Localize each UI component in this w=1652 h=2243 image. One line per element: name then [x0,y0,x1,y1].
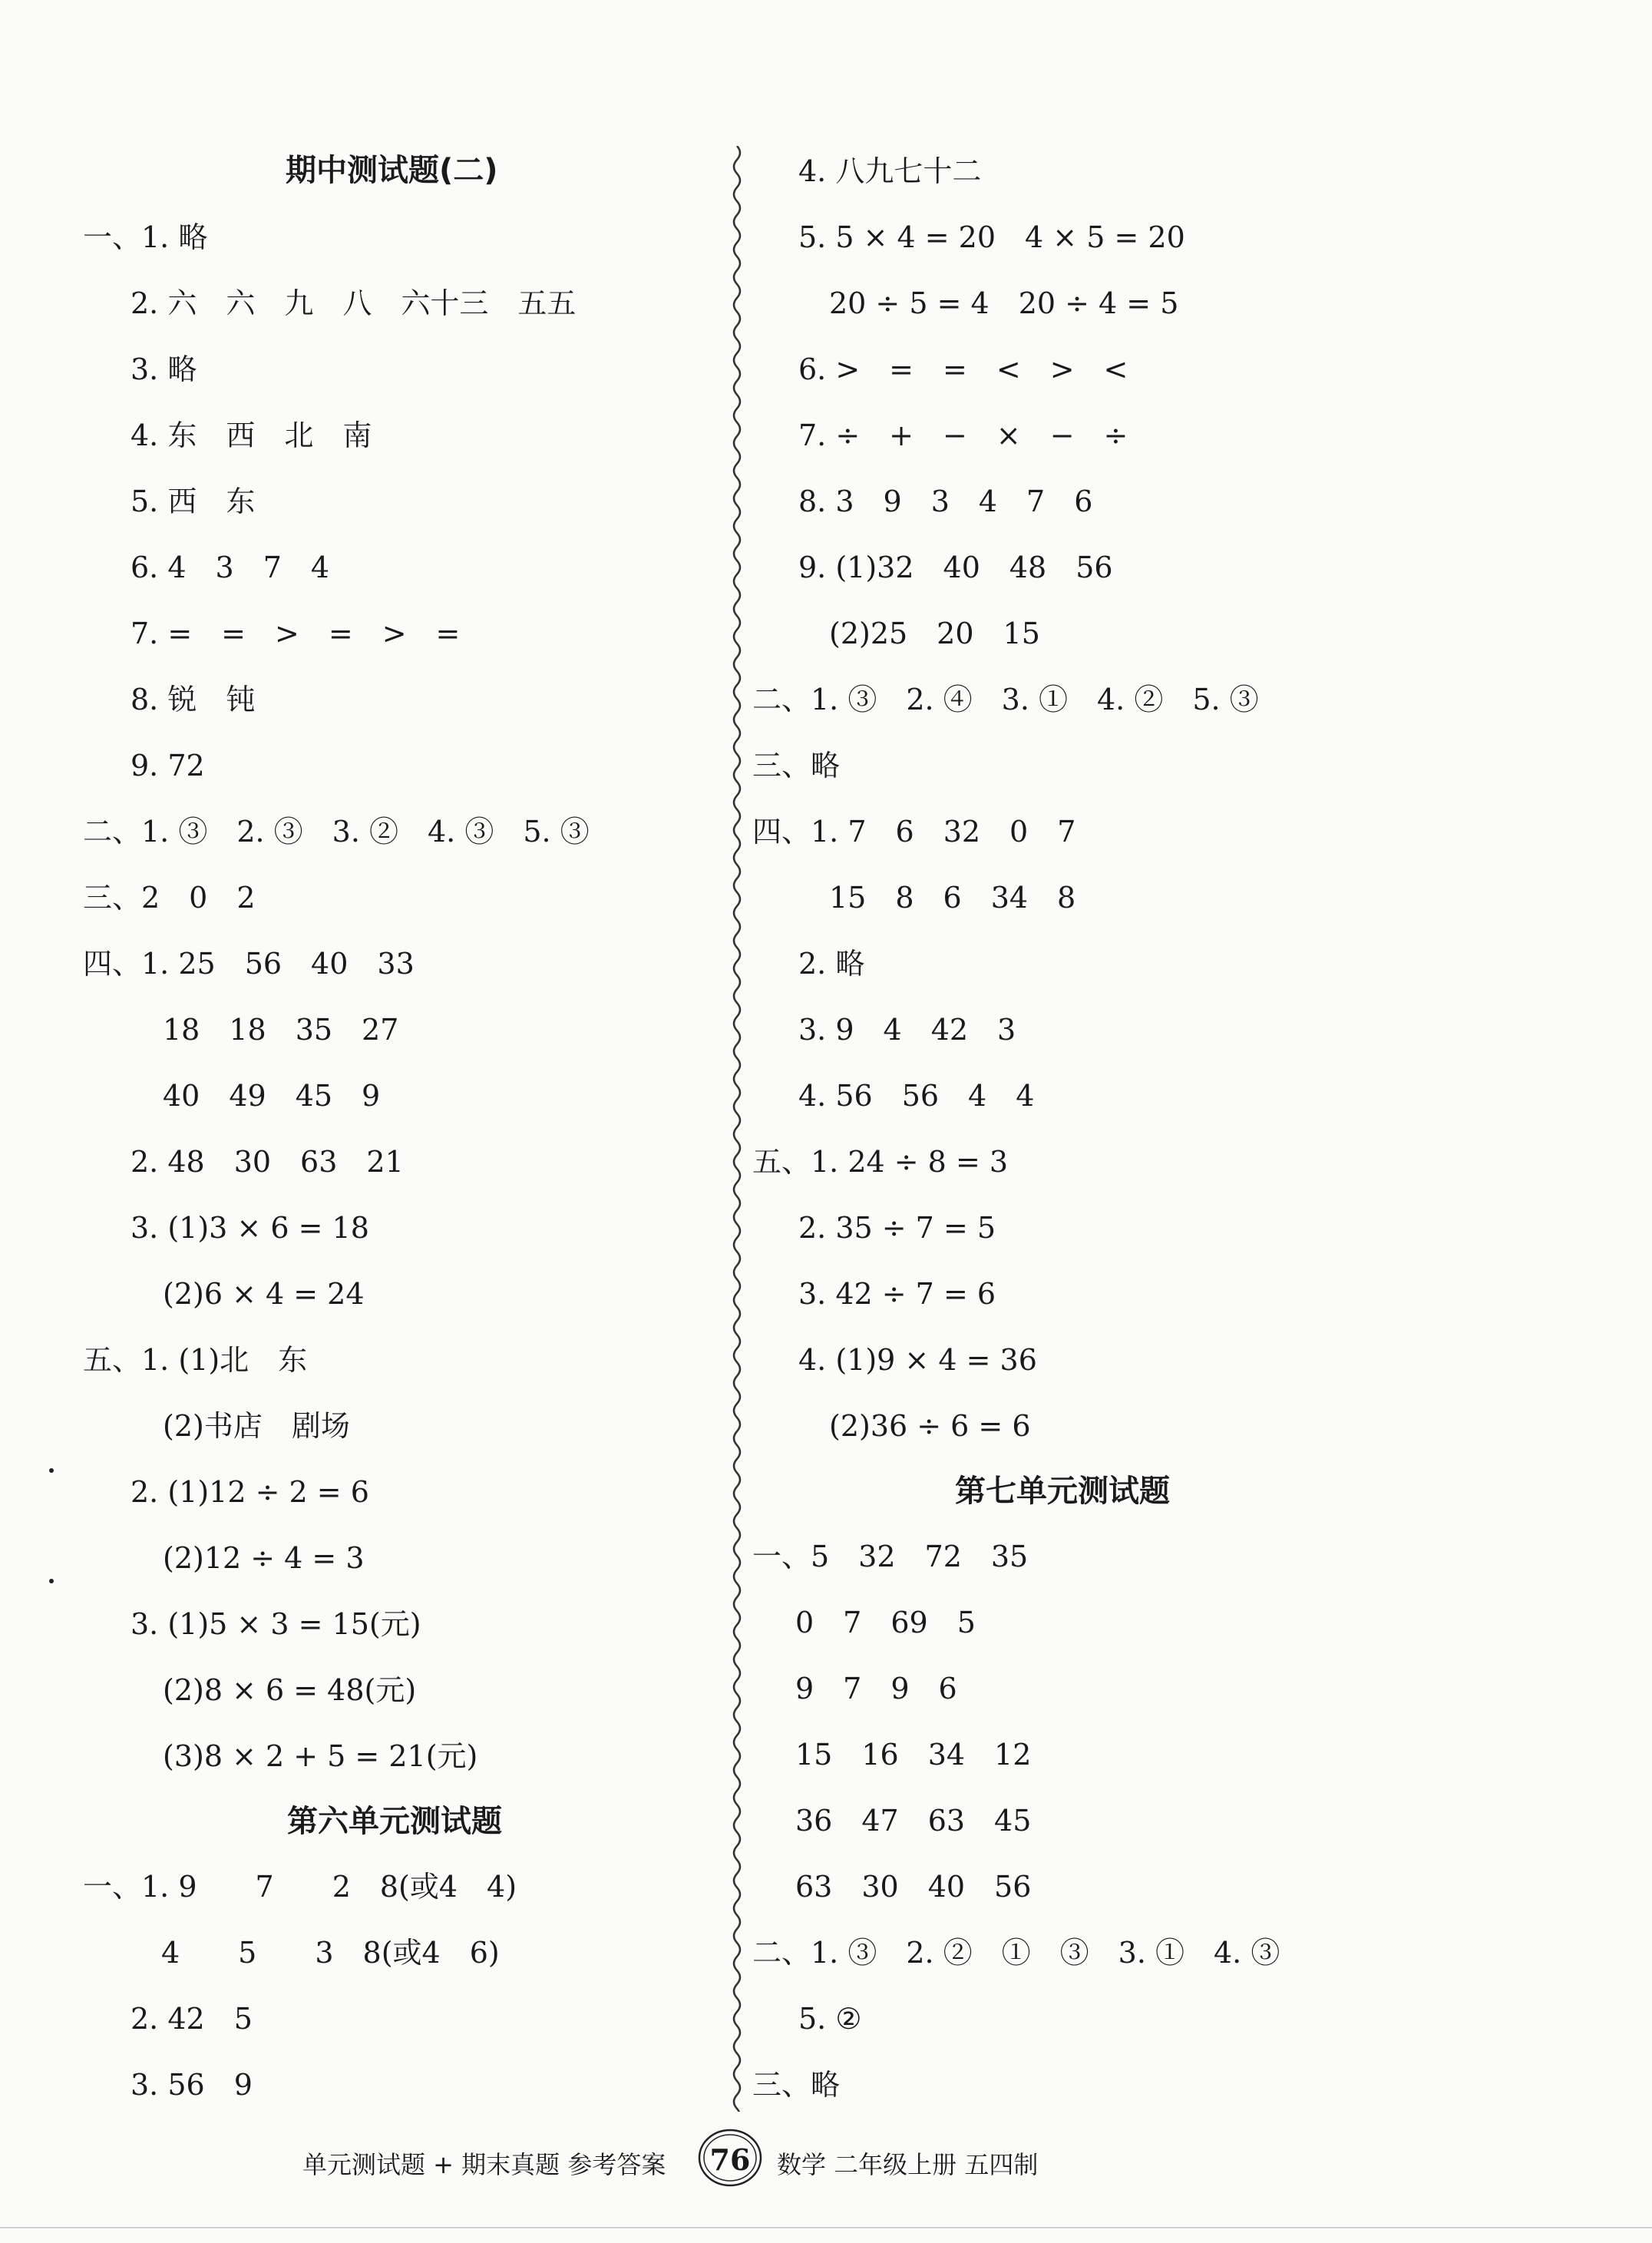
answer-line: 三、2 0 2 [83,881,256,915]
answer-line: (2)25 20 15 [829,617,1040,650]
answer-line: 5. 西 东 [131,485,256,518]
answer-line: 四、1. 25 56 40 33 [83,947,415,981]
answer-line: (2)12 ÷ 4 = 3 [163,1541,365,1575]
answer-line: 3. (1)3 × 6 = 18 [131,1211,369,1245]
midterm-title: 期中测试题(二) [286,153,498,188]
answer-line: (2)8 × 6 = 48(元) [163,1673,417,1707]
answer-line: 9. 72 [131,749,205,782]
answer-line: 8. 3 9 3 4 7 6 [798,485,1093,518]
answer-line: 3. 略 [131,352,197,386]
answer-line: 0 7 69 5 [795,1606,976,1639]
answer-line: 一、1. 9 7 2 8(或4 4) [83,1870,517,1904]
bottom-edge [0,2227,1652,2228]
footer-right-text: 数学 二年级上册 五四制 [777,2150,1039,2179]
answer-line: 一、1. 略 [83,220,208,254]
page-footer [0,2127,1652,2188]
answer-line: 2. (1)12 ÷ 2 = 6 [131,1475,369,1509]
answer-line: 二、1. ③ 2. ② ① ③ 3. ① 4. ③ [752,1936,1280,1970]
answer-line: 3. 56 9 [131,2068,253,2102]
answer-line: 3. 9 4 42 3 [798,1013,1016,1047]
answer-line: (3)8 × 2 + 5 = 21(元) [163,1739,478,1773]
answer-line: 四、1. 7 6 32 0 7 [752,815,1076,849]
answer-line: 三、略 [752,2068,841,2102]
answer-line: 3. 42 ÷ 7 = 6 [798,1277,996,1311]
answer-line: 五、1. 24 ÷ 8 = 3 [752,1145,1009,1179]
answer-line: 3. (1)5 × 3 = 15(元) [131,1607,421,1641]
unit6-title: 第六单元测试题 [287,1804,502,1839]
footer-left-text: 单元测试题 + 期末真题 参考答案 [302,2150,666,2179]
answer-line: 15 8 6 34 8 [829,881,1076,915]
answer-line: 2. 35 ÷ 7 = 5 [798,1211,996,1245]
answer-line: 36 47 63 45 [795,1804,1032,1838]
answer-line: 三、略 [752,749,841,782]
answer-line: 2. 略 [798,947,865,981]
answer-line: 9 7 9 6 [795,1672,957,1705]
answer-line: 4. 东 西 北 南 [131,418,372,452]
answer-line: 20 ÷ 5 = 4 20 ÷ 4 = 5 [829,286,1179,320]
answer-line: 7. ÷ + − × − ÷ [798,418,1128,452]
answer-line: 4. 八九七十二 [798,154,982,188]
answer-line: 18 18 35 27 [163,1013,399,1047]
answer-line: 9. (1)32 40 48 56 [798,551,1113,584]
answer-line: 2. 48 30 63 21 [131,1145,404,1179]
answer-line: 2. 42 5 [131,2002,253,2036]
page-number-badge [697,2127,763,2188]
answer-line: 二、1. ③ 2. ③ 3. ② 4. ③ 5. ③ [83,815,590,849]
answer-line: 4. (1)9 × 4 = 36 [798,1343,1037,1377]
answer-line: (2)36 ÷ 6 = 6 [829,1409,1031,1443]
answer-line: (2)6 × 4 = 24 [163,1277,365,1311]
answer-line: 一、5 32 72 35 [752,1540,1029,1573]
wavy-divider [728,146,746,2112]
margin-mark [49,1468,54,1473]
answer-line: (2)书店 剧场 [163,1409,350,1443]
page-number: 76 [709,2142,751,2177]
answer-line: 二、1. ③ 2. ④ 3. ① 4. ② 5. ③ [752,683,1259,716]
answer-line: 2. 六 六 九 八 六十三 五五 [131,286,577,320]
answer-line: 6. 4 3 7 4 [131,551,330,584]
answer-line: 63 30 40 56 [795,1870,1032,1904]
answer-line: 5. 5 × 4 = 20 4 × 5 = 20 [798,220,1185,254]
answer-line: 15 16 34 12 [795,1738,1032,1772]
answer-line: 五、1. (1)北 东 [83,1343,308,1377]
answer-line: 4 5 3 8(或4 6) [161,1936,500,1970]
answer-line: 6. > = = < > < [798,352,1128,386]
answer-line: 40 49 45 9 [163,1079,381,1113]
unit7-title: 第七单元测试题 [955,1474,1170,1509]
margin-mark [49,1579,54,1583]
answer-line: 4. 56 56 4 4 [798,1079,1035,1113]
answer-line: 8. 锐 钝 [131,683,256,716]
answer-line: 5. ② [798,2002,862,2036]
answer-line: 7. = = > = > = [131,617,461,650]
